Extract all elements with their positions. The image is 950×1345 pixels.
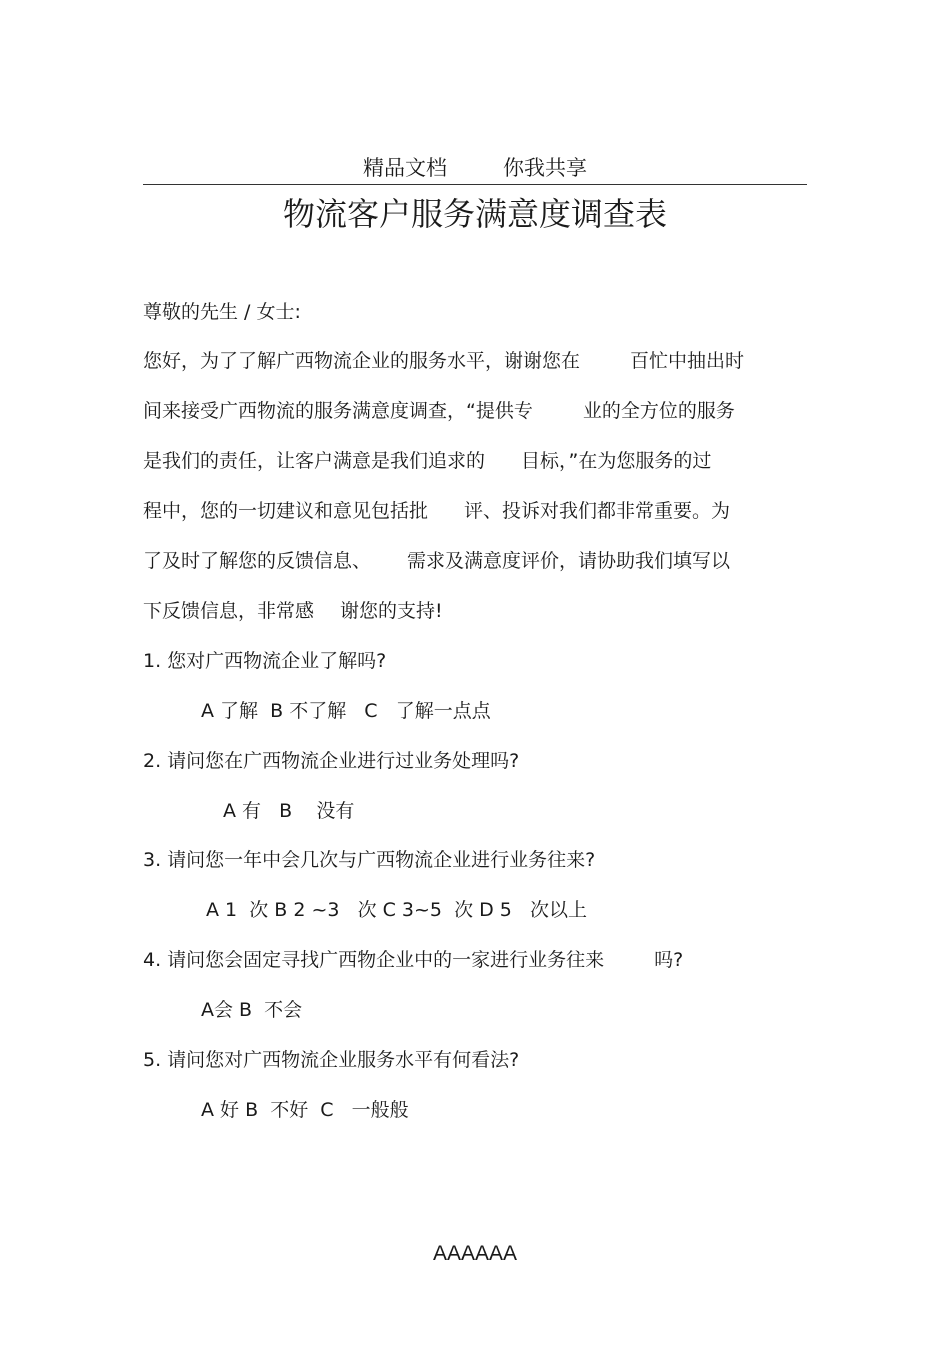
intro-text: 了及时了解您的反馈信息、 [143, 550, 372, 572]
intro-text: 下反馈信息，非常感 [143, 600, 315, 622]
intro-text: 间来接受广西物流的服务满意度调查，“提供专 [143, 400, 533, 422]
question-4-text: 4. 请问您会固定寻找广西物企业中的一家进行业务往来 [143, 949, 605, 971]
question-3: 3. 请问您一年中会几次与广西物流企业进行业务往来? [143, 849, 596, 871]
intro-line-1 [143, 347, 744, 375]
header-divider [143, 184, 807, 185]
intro-text: 需求及满意度评价，请协助我们填写以 [407, 550, 731, 572]
document-title: 物流客户服务满意度调查表 [282, 195, 667, 233]
intro-line-3 [143, 447, 711, 475]
intro-text: 程中，您的一切建议和意见包括批 [143, 500, 429, 522]
intro-line-2 [143, 397, 735, 425]
question-4 [143, 946, 683, 974]
question-1: 1. 您对广西物流企业了解吗? [143, 650, 387, 672]
question-4-tail: 吗? [654, 949, 684, 971]
answer-options-5: A 好 B 不好 C 一般般 [201, 1099, 409, 1121]
header-right-text: 你我共享 [503, 156, 587, 180]
intro-line-6 [143, 597, 443, 625]
answer-options-2: A 有 B 没有 [223, 800, 355, 822]
intro-line-4 [143, 497, 730, 525]
answer-options-1: A 了解 B 不了解 C 了解一点点 [201, 700, 491, 722]
answer-options-3: A 1 次 B 2 ~3 次 C 3~5 次 D 5 次以上 [206, 899, 588, 921]
intro-text: 谢您的支持! [340, 600, 443, 622]
header-left-text: 精品文档 [363, 156, 447, 180]
question-2: 2. 请问您在广西物流企业进行过业务处理吗? [143, 750, 520, 772]
intro-text: 百忙中抽出时 [630, 350, 745, 372]
intro-text: 您好，为了了解广西物流企业的服务水平，谢谢您在 [143, 350, 581, 372]
intro-text: 评、投诉对我们都非常重要。为 [464, 500, 731, 522]
intro-text: 是我们的责任，让客户满意是我们追求的 [143, 450, 486, 472]
greeting: 尊敬的先生 / 女士: [143, 301, 301, 323]
page-header [0, 152, 950, 184]
page-footer: AAAAAA [432, 1242, 518, 1265]
intro-text: 目标，”在为您服务的过 [521, 450, 712, 472]
answer-options-4: A会 B 不会 [201, 999, 303, 1021]
question-5: 5. 请问您对广西物流企业服务水平有何看法? [143, 1049, 520, 1071]
intro-line-5 [143, 547, 730, 575]
intro-text: 业的全方位的服务 [582, 400, 735, 422]
